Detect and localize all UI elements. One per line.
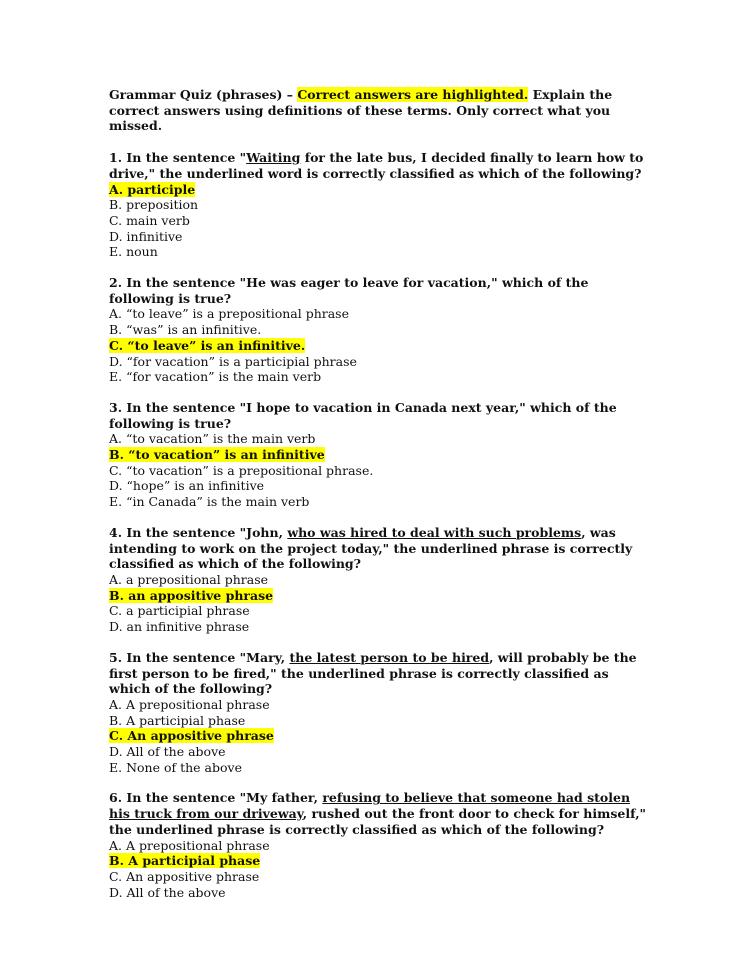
option: D. “for vacation” is a participial phrase <box>109 353 357 369</box>
option: E. “in Canada” is the main verb <box>109 494 310 510</box>
underlined-phrase: the latest person to be hired <box>289 649 490 665</box>
option-correct: C. An appositive phrase <box>109 728 274 744</box>
option: E. “for vacation” is the main verb <box>109 369 322 385</box>
option: B. A participial phase <box>109 712 246 728</box>
option-correct: B. an appositive phrase <box>109 587 274 603</box>
question-4 <box>109 525 649 635</box>
option: E. None of the above <box>109 759 242 775</box>
option: A. A prepositional phrase <box>109 696 270 712</box>
option-correct: A. participle <box>109 181 196 197</box>
option: A. “to leave” is a prepositional phrase <box>109 306 349 322</box>
option: C. main verb <box>109 212 190 228</box>
document-page <box>109 87 649 915</box>
option: A. “to vacation” is the main verb <box>109 431 316 447</box>
question-text: 3. In the sentence "I hope to vacation in Canada next year," which of the following is true? <box>109 399 617 431</box>
option: B. preposition <box>109 197 199 213</box>
highlight-note: Correct answers are highlighted. <box>297 87 529 102</box>
instructions-text: Explain the correct answers using definitions of these terms. Only correct what you missed. <box>109 87 613 134</box>
option: D. an infinitive phrase <box>109 619 250 635</box>
option: C. a participial phrase <box>109 603 250 619</box>
underlined-phrase: refusing to believe that someone had stolen his truck from our driveway <box>109 790 631 822</box>
option: A. A prepositional phrase <box>109 837 270 853</box>
option: D. All of the above <box>109 744 226 760</box>
question-6 <box>109 790 649 900</box>
underlined-word: Waiting <box>246 150 301 166</box>
underlined-phrase: who was hired to deal with such problems <box>287 524 582 540</box>
option: C. “to vacation” is a prepositional phrase. <box>109 462 374 478</box>
quiz-title: Grammar Quiz (phrases) – <box>109 87 298 102</box>
option: D. “hope” is an infinitive <box>109 478 265 494</box>
question-text: 1. In the sentence "Waiting for the late bus, I decided finally to learn how to drive," the underlined word is correctly classified as which of the following? <box>109 150 644 181</box>
option-correct: C. “to leave” is an infinitive. <box>109 337 306 353</box>
option-correct: B. A participial phase <box>109 853 261 869</box>
question-text: 6. In the sentence "My father, refusing to believe that someone had stolen his truck from our driveway, rushed out the front door to check for himself," the underlined phrase is correctly classified as which of the following? <box>109 790 647 837</box>
option: D. All of the above <box>109 884 226 900</box>
question-5 <box>109 650 649 776</box>
option: D. infinitive <box>109 228 183 244</box>
option: E. noun <box>109 244 158 260</box>
question-1 <box>109 150 649 260</box>
question-2 <box>109 275 649 385</box>
question-text: 5. In the sentence "Mary, the latest person to be hired, will probably be the first person to be fired," the underlined phrase is correctly classified as which of the following? <box>109 649 637 697</box>
question-text: 4. In the sentence "John, who was hired to deal with such problems, was intending to work on the project today," the underlined phrase is correctly classified as which of the following? <box>109 524 633 572</box>
option: C. An appositive phrase <box>109 868 260 884</box>
option-correct: B. “to vacation” is an infinitive <box>109 447 325 463</box>
quiz-instructions <box>109 87 649 134</box>
option: B. “was” is an infinitive. <box>109 322 262 338</box>
question-3 <box>109 400 649 510</box>
question-text: 2. In the sentence "He was eager to leave for vacation," which of the following is true? <box>109 275 589 306</box>
option: A. a prepositional phrase <box>109 571 269 587</box>
